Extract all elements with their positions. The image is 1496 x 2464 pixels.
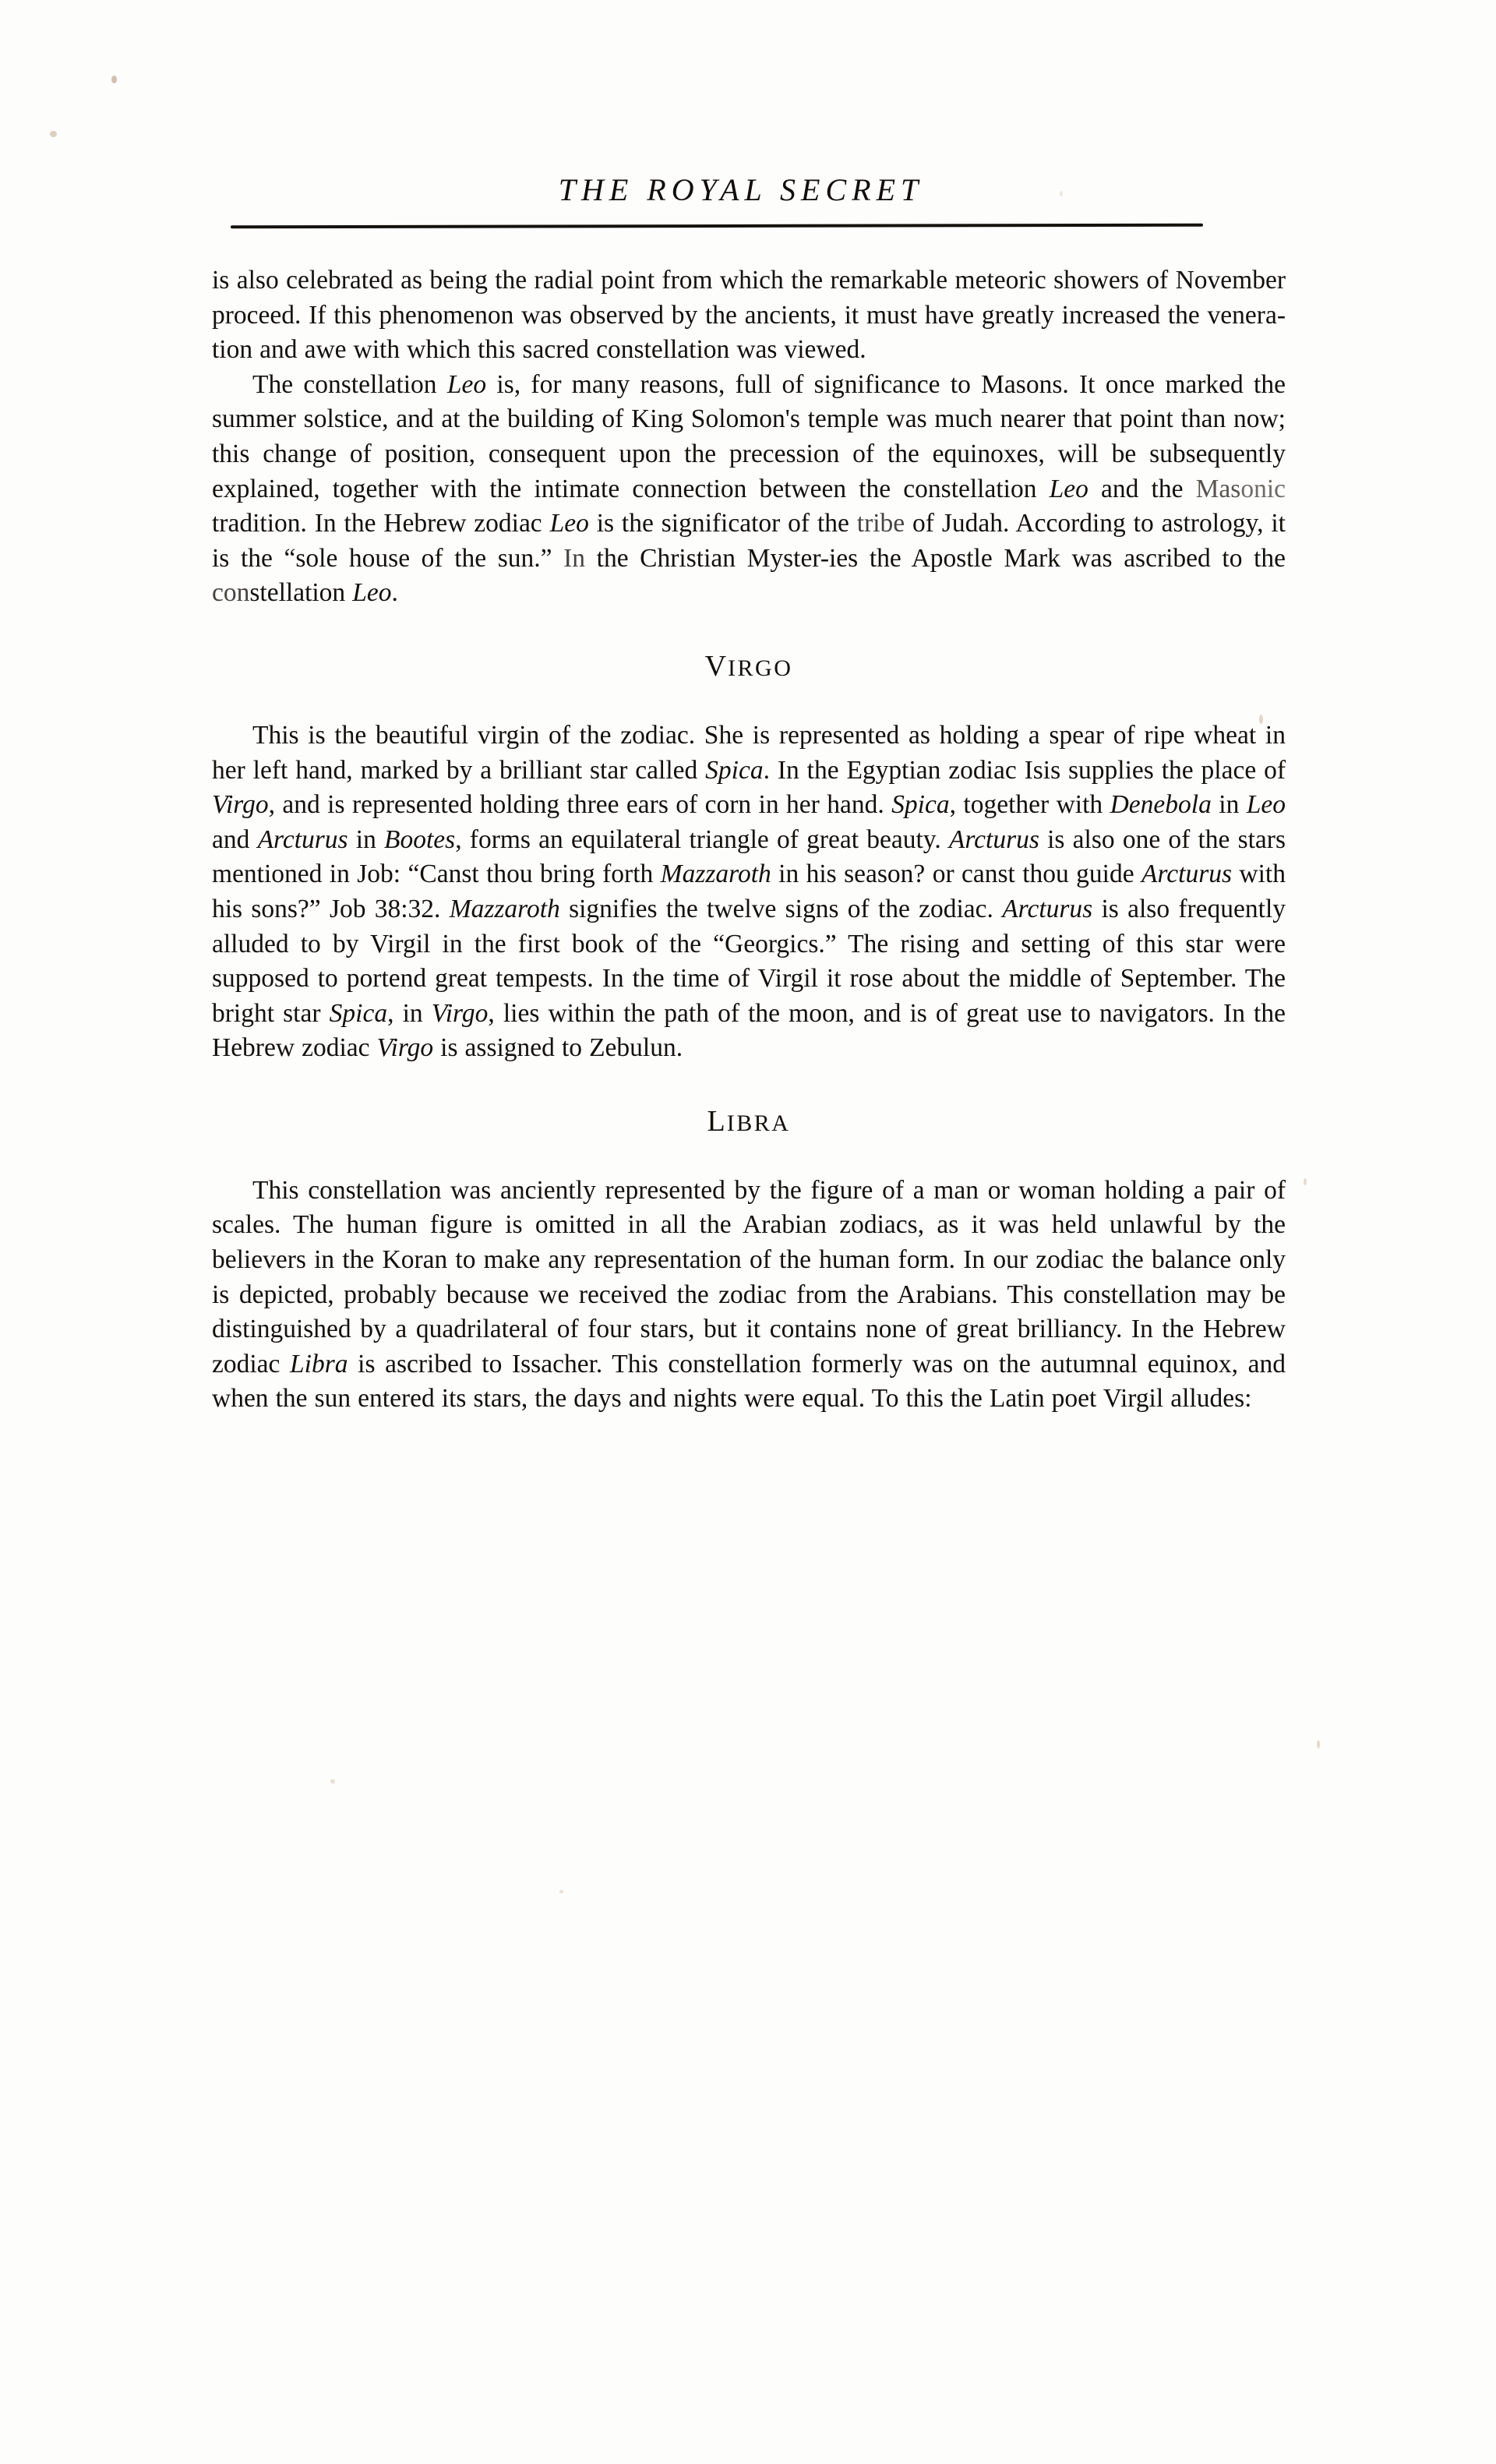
spacer [212, 611, 1286, 651]
paragraph-text: is also celebrated as being the radial point from which the remarkable meteoric showers of November proceed. If this phenomenon was observed by the ancients, it must have gre [212, 266, 1286, 330]
paragraph-text: and [212, 824, 258, 854]
italic-term-virgo: Virgo [376, 1033, 434, 1063]
italic-term-mazzaroth: Mazzaroth [449, 894, 560, 923]
italic-term-mazzaroth: Mazzaroth [660, 860, 771, 889]
italic-term-arcturus: Arcturus [948, 824, 1039, 854]
text-column [212, 263, 1286, 1417]
italic-term-libra: Libra [290, 1349, 348, 1378]
paragraph-text: , in [387, 998, 432, 1028]
paragraph-text: of Judah. According to astrology, it is the “sole house of the sun.” [212, 509, 1286, 573]
scan-speck [1304, 1178, 1307, 1185]
paragraph-text: signifies the twelve signs of the zodiac. [559, 894, 1003, 923]
heading-initial: L [707, 1104, 727, 1138]
heading-initial: V [704, 649, 729, 683]
italic-term-virgo: Virgo [212, 790, 269, 820]
italic-term-spica: Spica [329, 998, 388, 1028]
paragraph-text: stellation [249, 578, 353, 608]
section-heading-libra [212, 1104, 1286, 1138]
section-heading-virgo [212, 651, 1286, 681]
scan-speck [559, 1890, 563, 1894]
paragraph-text: is also frequently alluded to by Virgil in the first book of the “Georgics.” The rising and setting of this star were supposed to portend great tempests. In the time of Virgil it rose about the middle of September. The bright star [212, 894, 1286, 1028]
paragraph-text: in his season? or canst thou guide [771, 860, 1142, 889]
scan-speck [1317, 1740, 1320, 1749]
paragraph-text: in [348, 824, 385, 854]
italic-term-arcturus: Arcturus [1002, 894, 1093, 923]
italic-term-leo: Leo [549, 509, 589, 538]
paragraph-text: is assigned to Zebulun. [433, 1033, 683, 1063]
paragraph-text: is ascribed to Issacher. This constellation formerly was on the autumnal equinox, and when the sun entered its stars, the days and nights were equal. To this the Latin poet Virgil alludes: [212, 1349, 1286, 1414]
paragraph-text: is the significator of the [588, 509, 857, 538]
paragraph-leo-continued [212, 263, 1286, 368]
italic-term-leo: Leo [352, 578, 392, 608]
paragraph-text: , forms an equilateral triangle of great beauty. [455, 824, 949, 854]
italic-term-leo: Leo [446, 369, 487, 399]
paragraph-text: is also one of the stars mentioned in Job: “Canst thou bring forth [212, 824, 1286, 889]
paragraph-text: . In the Egyptian zodiac Isis supplies the place of [763, 755, 1286, 785]
faded-text: tribe [856, 509, 905, 538]
faded-text: onic [1240, 474, 1286, 503]
italic-term-denebola: Denebola [1110, 790, 1212, 820]
scan-speck [111, 76, 117, 83]
faded-text: Mas [1195, 474, 1241, 503]
paragraph-virgo [212, 718, 1286, 1066]
paragraph-text: atly increased the venera-tion and awe with which this sacred constellation was viewed. [212, 300, 1286, 365]
italic-term-bootes: Bootes [384, 824, 456, 854]
paragraph-text: . [391, 578, 398, 608]
paragraph-text: with his sons?” Job 38:32. [212, 860, 1286, 923]
italic-term-spica: Spica [705, 755, 764, 785]
paragraph-libra [212, 1174, 1286, 1417]
faded-text: con [212, 578, 250, 608]
paragraph-text: This is the beautiful virgin of the zodiac. She is represented as holding a spear of ripe wheat in her left hand, marked by a brilliant star called [212, 720, 1286, 785]
paragraph-text: , lies within the path of the moon, and is of great use to navigators. In the Hebrew zodiac [212, 998, 1286, 1063]
faded-text: In [563, 543, 586, 573]
paragraph-text: and the [1088, 474, 1196, 503]
italic-term-virgo: Virgo [431, 998, 489, 1028]
italic-term-spica: Spica [891, 790, 950, 820]
paragraph-text: tradition. In the Hebrew zodiac [212, 509, 550, 538]
heading-rest: IRGO [728, 655, 793, 681]
scan-speck [330, 1779, 335, 1784]
paragraph-text: the Christian Myster-ies the Apostle Mark was ascribed to the [585, 543, 1286, 573]
paragraph-text: is, for many reasons, full of significance to Masons. It once marked the summer solstice, and at the building of King Solomon's temple was much nearer that point than now; this change of position, consequent upon the precession of the equinoxes, will be subsequently explained, together with the intimate connection between the constellation [212, 369, 1286, 503]
italic-term-leo: Leo [1049, 474, 1088, 503]
heading-rest: IBRA [726, 1110, 791, 1136]
paragraph-text: , and is represented holding three ears of corn in her hand. [268, 790, 892, 820]
paragraph-text: The constellation [252, 369, 447, 399]
spacer [212, 1136, 1286, 1174]
paragraph-text: , together with [949, 790, 1110, 820]
paragraph-leo [212, 368, 1286, 611]
header-rule [231, 224, 1203, 229]
spacer [212, 1066, 1286, 1107]
italic-term-arcturus: Arcturus [1141, 860, 1233, 889]
paragraph-text: This constellation was anciently represented by the figure of a man or woman holding a pair of scales. The human figure is omitted in all the Arabian zodiacs, as it was held unlawful by the believers in the Koran to make any representation of the human form. In our zodiac the balance only is depicted, probably because we received the zodiac from the Arabians. This constellation may be distinguished by a quadrilateral of four stars, but it contains none of great brilliancy. In the Hebrew zodiac [212, 1175, 1286, 1378]
running-head: THE ROYAL SECRET [558, 172, 924, 207]
scan-speck [50, 131, 57, 137]
paragraph-text: in [1211, 790, 1247, 820]
italic-term-arcturus: Arcturus [257, 824, 348, 854]
italic-term-leo: Leo [1246, 790, 1286, 820]
spacer [212, 681, 1286, 718]
